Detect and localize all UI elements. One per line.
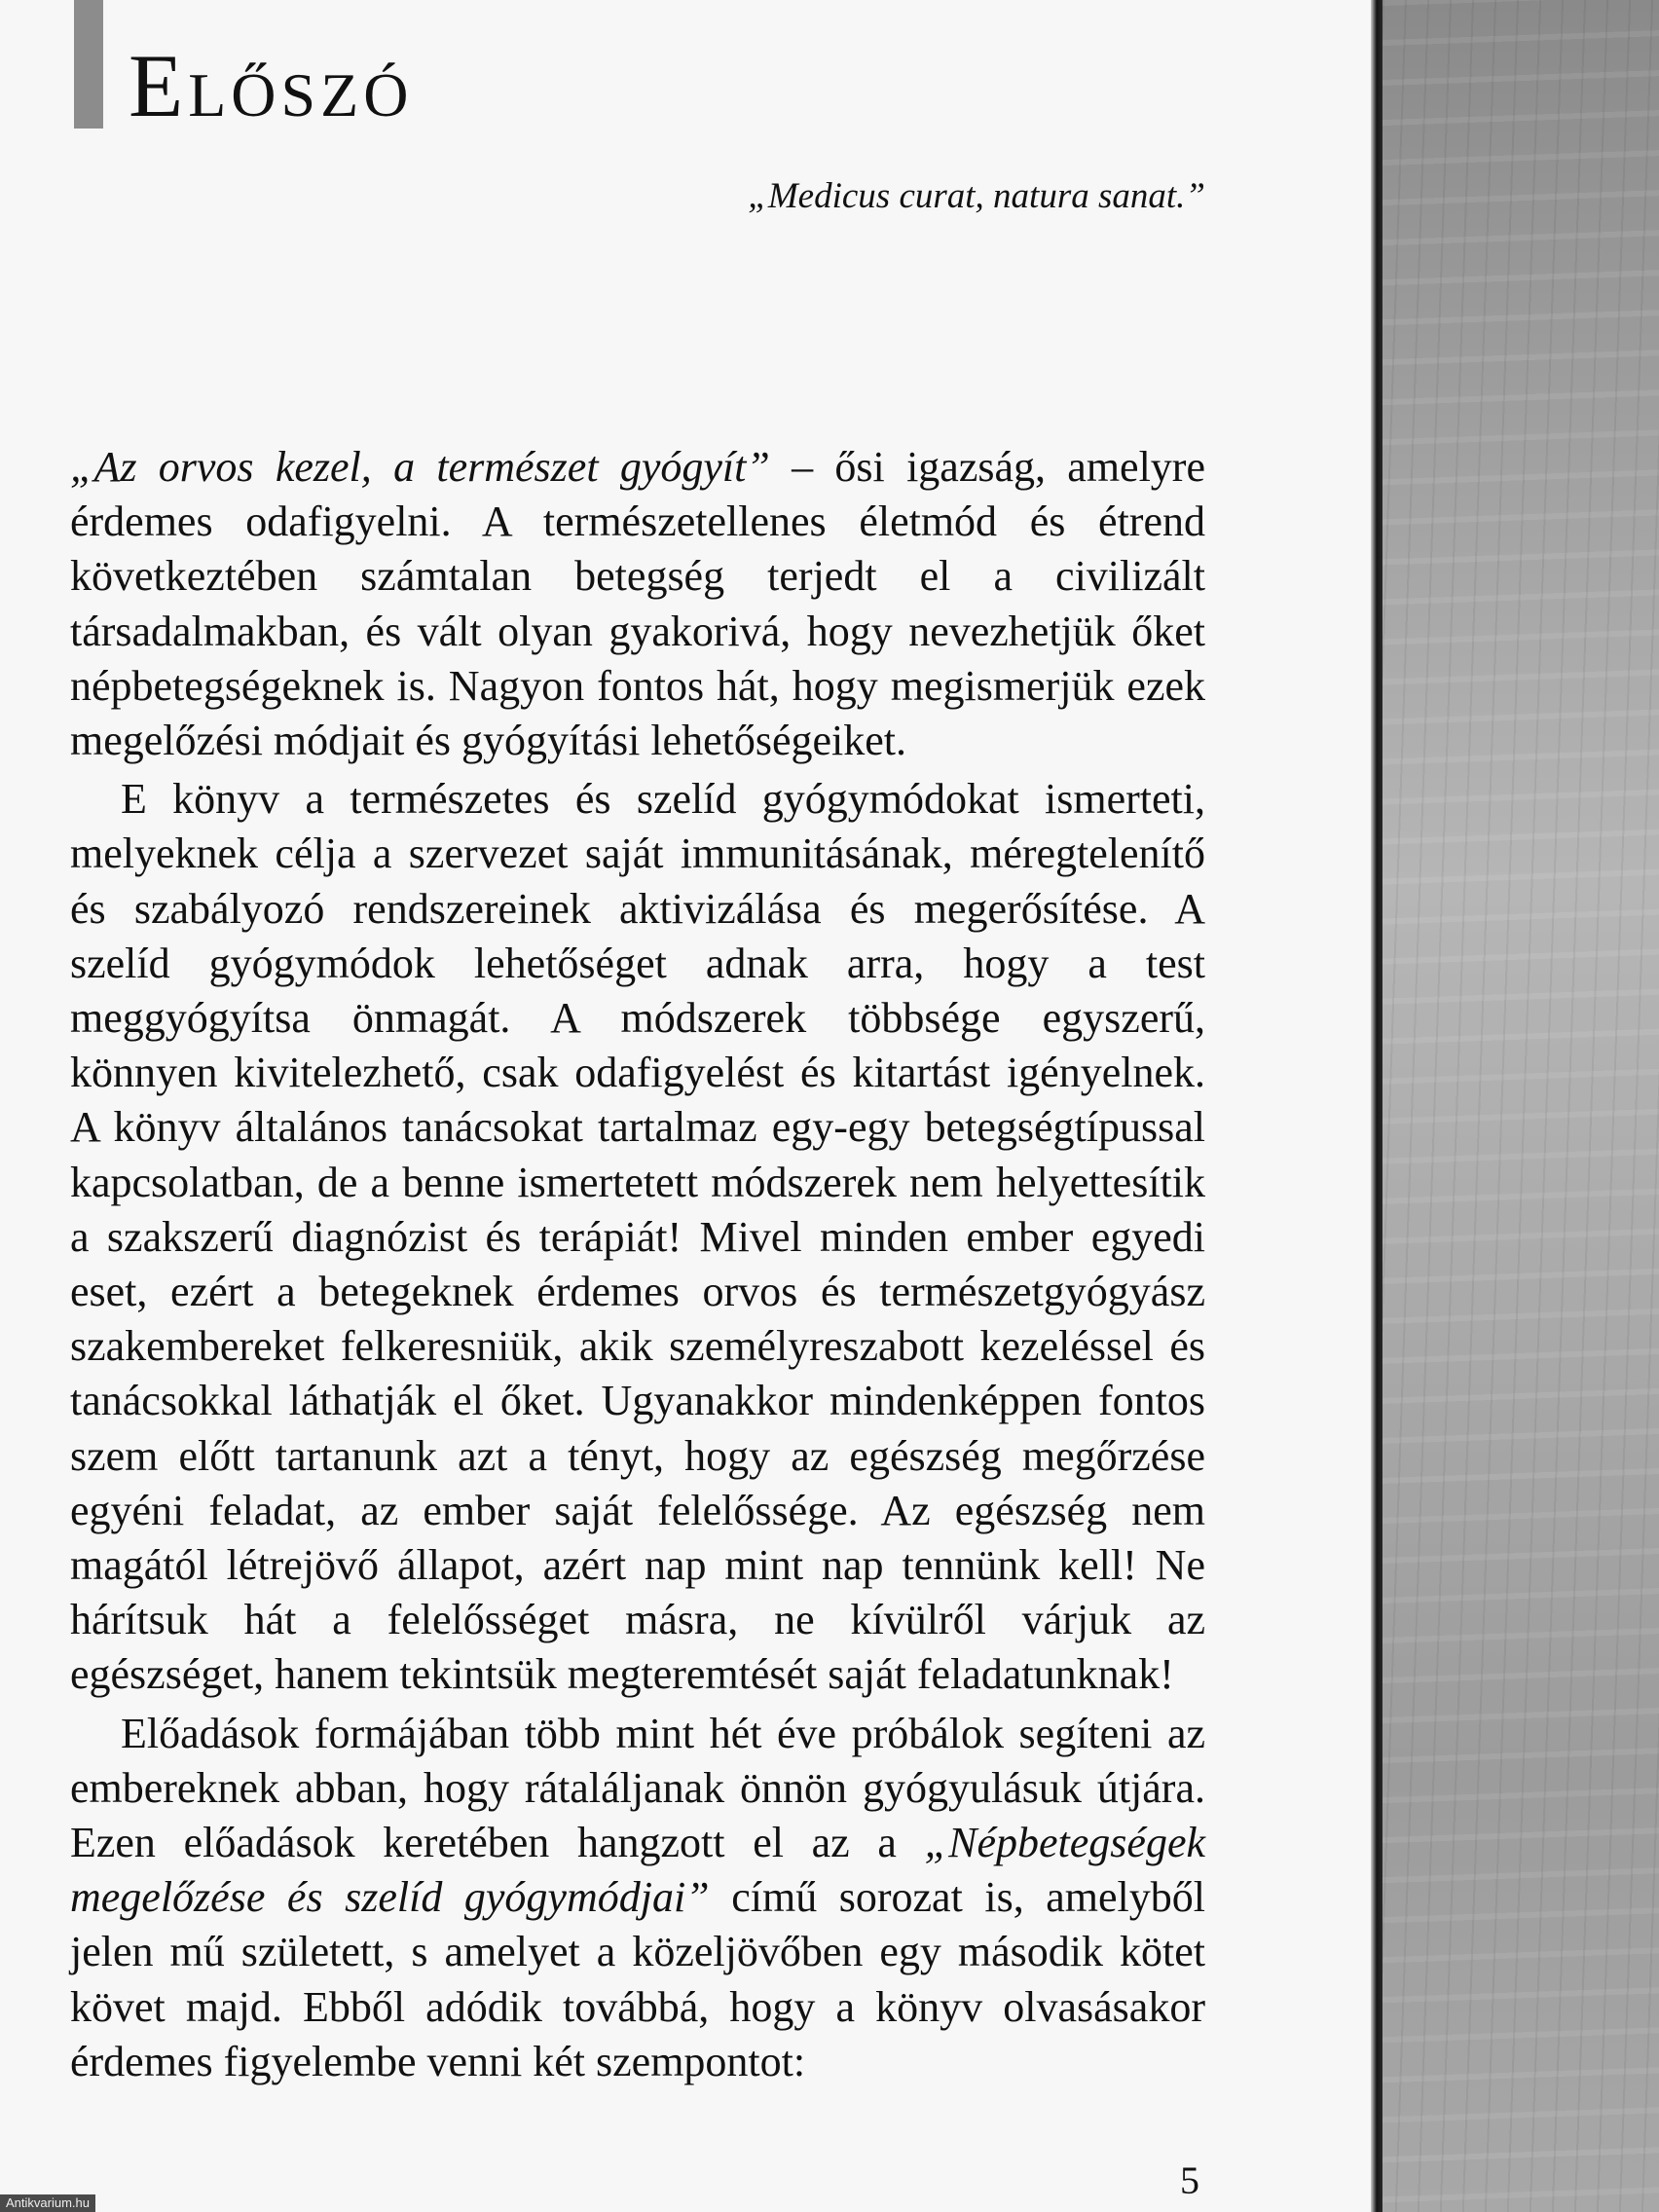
paragraph-3-text-before: Előadások formájában több mint hét éve próbálok segíteni az embereknek abban, hogy rátaláljanak önnön gyógyulásuk útjára. Ezen előadások keretében hangzott el az a	[70, 1709, 1205, 1867]
opening-quote: „Az orvos kezel, a természet gyógyít”	[70, 443, 770, 491]
paragraph-1	[70, 440, 1205, 768]
paragraph-3	[70, 1707, 1205, 2089]
book-spine-shadow	[1371, 0, 1382, 2212]
paragraph-2: E könyv a természetes és szelíd gyógymódokat ismerteti, melyeknek célja a szervezet saját immunitásának, méregtelenítő és szabályozó rendszereinek aktivizálása és megerősítése. A szelíd gyógymódok lehetőséget adnak arra, hogy a test meggyógyítsa önmagát. A módszerek többsége egyszerű, könnyen kivitelezhető, csak odafigyelést és kitartást igényelnek. A könyv általános tanácsokat tartalmaz egy-egy betegségtípussal kapcsolatban, de a benne ismertetett módszerek nem helyettesítik a szakszerű diagnózist és terápiát! Mivel minden ember egyedi eset, ezért a betegeknek érdemes orvos és természetgyógyász szakembereket felkeresniük, akik személyreszabott kezeléssel és tanácsokkal láthatják el őket. Ugyanakkor mindenképpen fontos szem előtt tartanunk azt a tényt, hogy az egészség megőrzése egyéni feladat, az ember saját felelőssége. Az egészség nem magától létrejövő állapot, azért nap mint nap tennünk kell! Ne hárítsuk hát a felelősséget másra, ne kívülről várjuk az egészséget, hanem tekintsük megteremtését saját feladatunknak!	[70, 775, 1205, 1699]
paragraph-1-text: – ősi igazság, amelyre érdemes odafigyelni. A természetellenes életmód és étrend következtében számtalan betegség terjedt el a civilizált társadalmakban, és vált olyan gyakorivá, hogy nevezhetjük őket népbetegségeknek is. Nagyon fontos hát, hogy megismerjük ezek megelőzési módjait és gyógyítási lehetőségeiket.	[70, 443, 1205, 765]
chapter-title: Előszó	[129, 36, 414, 135]
title-accent-bar	[74, 0, 103, 129]
body-text	[70, 440, 1205, 2093]
series-title: „Népbetegségek megelőzése és szelíd gyógymódjai”	[70, 1819, 1205, 1922]
page-number: 5	[1180, 2158, 1199, 2202]
watermark: Antikvarium.hu	[0, 2194, 95, 2212]
background-surface	[1382, 0, 1659, 2212]
paragraph-3-text-after: című sorozat is, amelyből jelen mű született, s amelyet a közeljövőben egy második kötet követ majd. Ebből adódik továbbá, hogy a könyv olvasásakor érdemes figyelembe venni két szempontot:	[70, 1873, 1205, 2085]
motto-quote: „Medicus curat, natura sanat.”	[748, 176, 1205, 216]
